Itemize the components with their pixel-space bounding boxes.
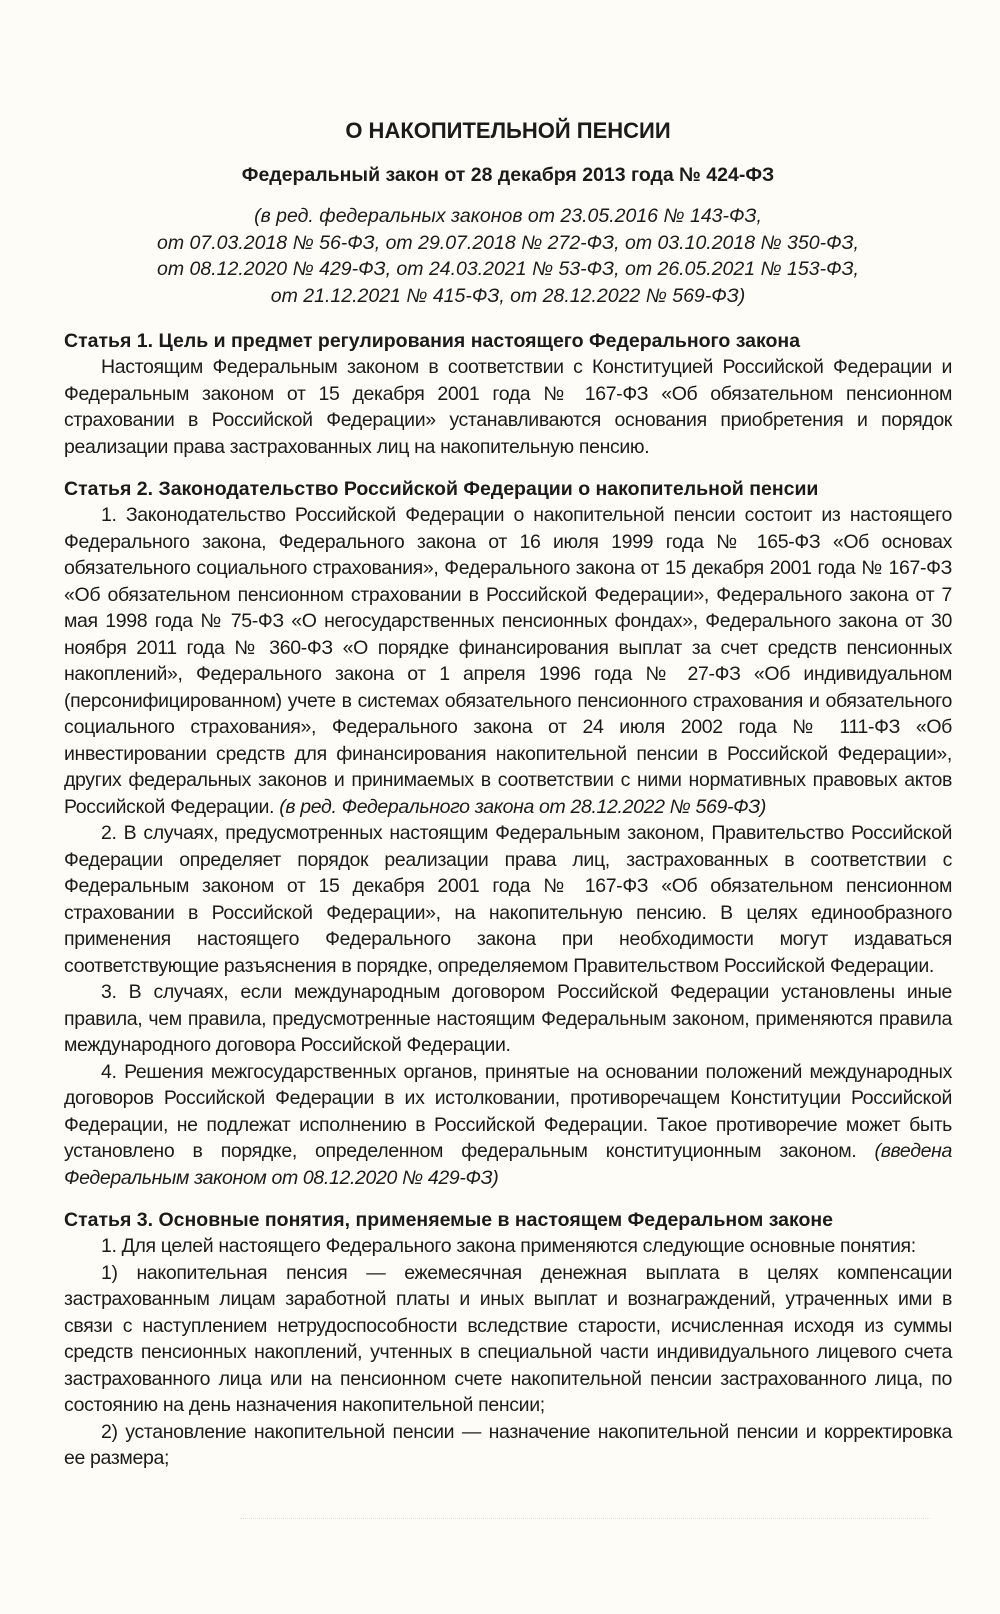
paragraph-text: 4. Решения межгосударственных органов, принятые на основании положений международных договоров Российской Федерации в их истолковании, противоречащем Конституции Российской Федерации, не подлежат исполнению в Российской Федерации. Такое противоречие может быть установлено в порядке, определенном федеральным конституционным законом. [64, 1060, 952, 1162]
article-title: Статья 2. Законодательство Российской Федерации о накопительной пенсии [64, 478, 819, 500]
amendment-line: от 08.12.2020 № 429-ФЗ, от 24.03.2021 № 53-ФЗ, от 26.05.2021 № 153-ФЗ, [157, 258, 859, 280]
paragraph-text: 3. В случаях, если международным договором Российской Федерации установлены иные правила, чем правила, предусмотренные настоящим Федеральным законом, применяются правила международного договора Российской Федерации. [64, 981, 952, 1056]
document-subtitle: Федеральный закон от 28 декабря 2013 года № 424-ФЗ [241, 164, 775, 186]
paragraph-text: 1. Законодательство Российской Федерации о накопительной пенсии состоит из настоящего Федерального закона, Федерального закона от 16 июля 1999 года № 165-ФЗ «Об основах обязательного социального страхования», Федерального закона от 15 декабря 2001 года № 167-ФЗ «Об обязательном пенсионном страховании в Российской Федерации», Федерального закона от 7 мая 1998 года № 75-ФЗ «О негосударственных пенсионных фондах», Федерального закона от 30 ноября 2011 года № 360-ФЗ «О порядке финансирования выплат за счет средств пенсионных накоплений», Федерального закона от 1 апреля 1996 года № 27-ФЗ «Об индивидуальном (персонифицированном) учете в системах обязательного пенсионного страхования и обязательного социального страхования», Федерального закона от 24 июля 2002 года № 111-ФЗ «Об инвестировании средств для финансирования накопительной пенсии в Российской Федерации», других федеральных законов и принимаемых в соответствии с ними нормативных правовых актов Российской Федерации. [64, 504, 952, 818]
article-3 [64, 1209, 952, 1472]
amendments-list [64, 203, 952, 309]
paragraph-text: 2) установление накопительной пенсии — назначение накопительной пенсии и корректировка ее размера; [64, 1420, 952, 1469]
article-1 [64, 330, 952, 460]
paragraph-text: 2. В случаях, предусмотренных настоящим Федеральным законом, Правительство Российской Федерации определяет порядок реализации права лиц, застрахованных в соответствии с Федеральным законом от 15 декабря 2001 года № 167-ФЗ «Об обязательном пенсионном страховании в Российской Федерации», на накопительную пенсию. В целях единообразного применения настоящего Федерального закона при необходимости могут издаваться соответствующие разъяснения в порядке, определяемом Правительством Российской Федерации. [64, 822, 952, 977]
paragraph [64, 1059, 952, 1192]
paper-texture-line [240, 1518, 930, 1523]
paragraph [64, 1419, 952, 1472]
article-title: Статья 3. Основные понятия, применяемые в настоящем Федеральном законе [64, 1209, 834, 1231]
amendment-note: (введена Федеральным законом от 08.12.2020 № 429-ФЗ) [64, 1140, 952, 1189]
paragraph [64, 820, 952, 979]
amendment-line: от 07.03.2018 № 56-ФЗ, от 29.07.2018 № 272-ФЗ, от 03.10.2018 № 350-ФЗ, [157, 231, 859, 254]
article-title: Статья 1. Цель и предмет регулирования настоящего Федерального закона [64, 330, 801, 352]
paragraph [64, 1260, 952, 1419]
paragraph-text: 1. Для целей настоящего Федерального закона применяются следующие основные понятия: [101, 1235, 916, 1257]
amendment-note: (в ред. Федерального закона от 28.12.2022 № 569-ФЗ) [279, 795, 767, 818]
amendment-line: (в ред. федеральных законов от 23.05.2016 № 143-ФЗ, [254, 205, 762, 227]
paragraph [64, 354, 952, 460]
paragraph [64, 1233, 952, 1260]
document-title: О НАКОПИТЕЛЬНОЙ ПЕНСИИ [345, 118, 671, 143]
paragraph-text: Настоящим Федеральным законом в соответствии с Конституцией Российской Федерации и Федеральным законом от 15 декабря 2001 года № 167-ФЗ «Об обязательном пенсионном страховании в Российской Федерации» устанавливаются основания приобретения и порядок реализации права застрахованных лиц на накопительную пенсию. [64, 356, 952, 458]
article-2 [64, 478, 952, 1191]
amendment-line: от 21.12.2021 № 415-ФЗ, от 28.12.2022 № 569-ФЗ) [270, 284, 746, 307]
paragraph-text: 1) накопительная пенсия — ежемесячная денежная выплата в целях компенсации застрахованным лицам заработной платы и иных выплат и вознаграждений, утраченных ими в связи с наступлением нетрудоспособности вследствие старости, исчисленная исходя из суммы средств пенсионных накоплений, учтенных в специальной части индивидуального лицевого счета застрахованного лица или на пенсионном счете накопительной пенсии застрахованного лица, по состоянию на день назначения накопительной пенсии; [64, 1261, 952, 1416]
paragraph [64, 979, 952, 1059]
paragraph [64, 502, 952, 820]
